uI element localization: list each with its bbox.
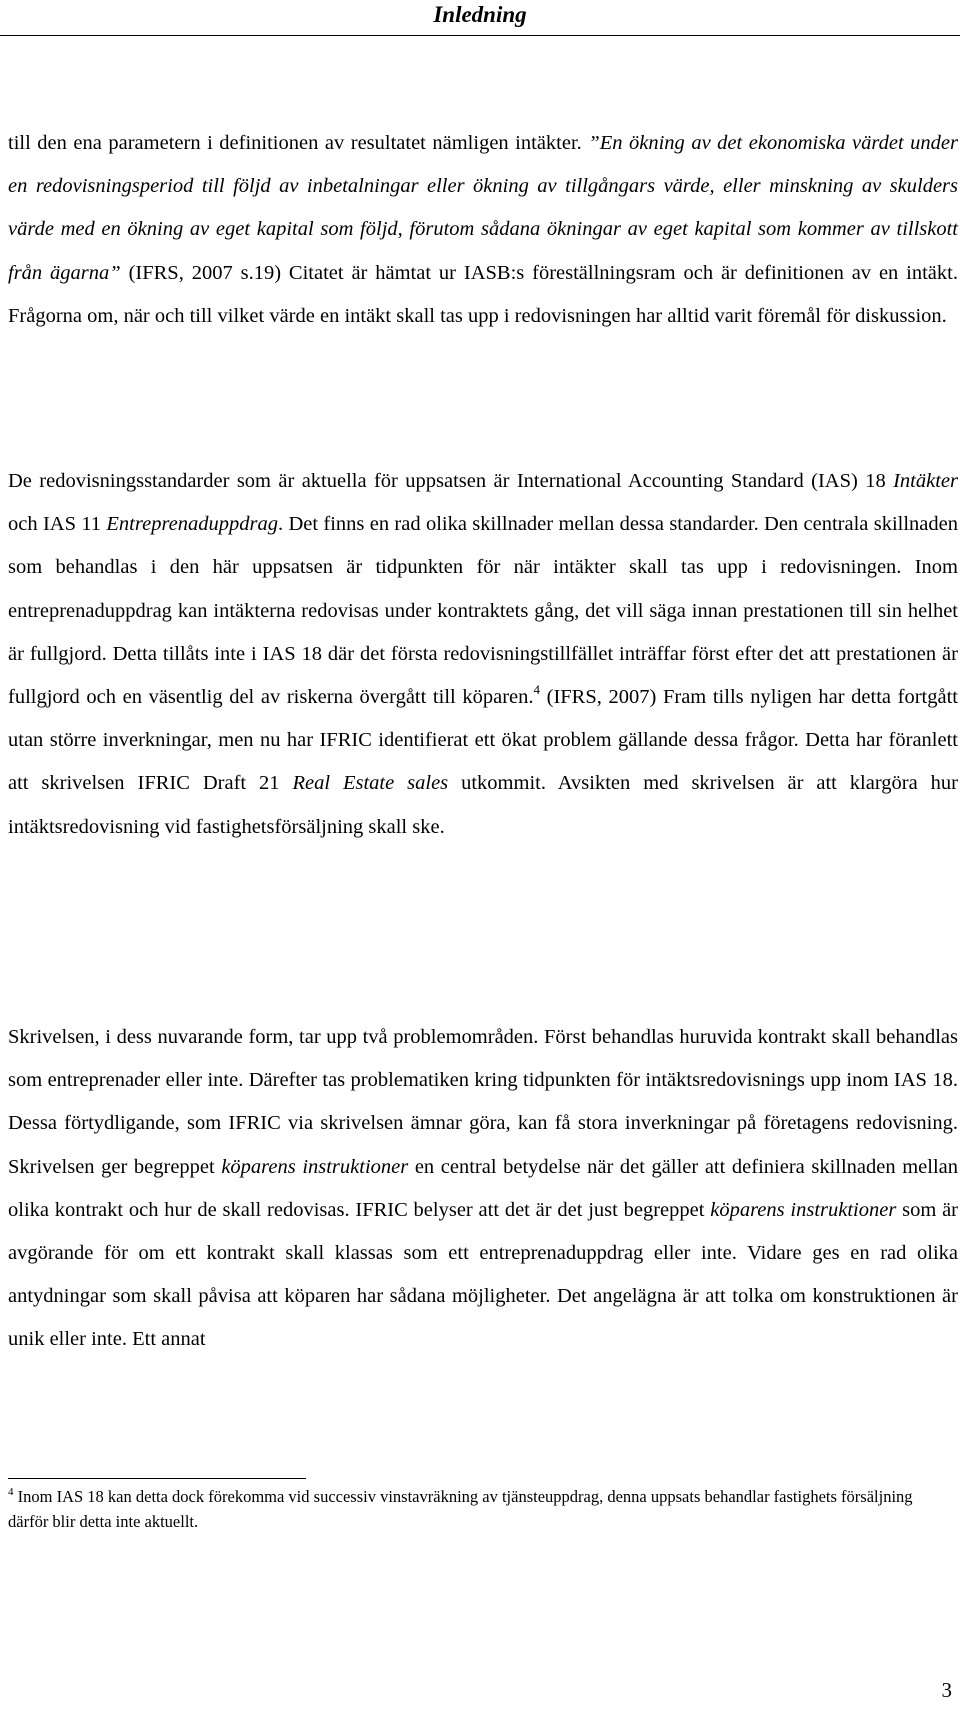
p3-text-1: Skrivelsen, i dess nuvarande form, tar upp två problemområden. Först behandlas huruvida kontrakt skall behandlas som entreprenader eller inte. Därefter tas problematiken kring tidpunkten för intäktsredovisnings upp inom IAS 18. Dessa förtydligande, som IFRIC via skrivelsen ämnar göra, kan få stora inverkningar på företagens redovisning. Skrivelsen ger begreppet [8, 1026, 958, 1178]
running-header [0, 0, 960, 34]
term-real-estate-sales: Real Estate sales [292, 772, 449, 795]
footnote-divider [8, 1478, 306, 1479]
p2-text-5: utkommit. Avsikten med skrivelsen är att klargöra hur intäktsredovisning vid fastighetsförsäljning skall ske. [8, 772, 959, 838]
p3-text-2: en central betydelse när det gäller att definiera skillnaden mellan olika kontrakt och hur de skall redovisas. IFRIC belyser att det är det just begreppet [8, 1155, 958, 1221]
p1-text-end: (IFRS, 2007 s.19) Citatet är hämtat ur IASB:s föreställningsram och är definitionen av en intäkt. Frågorna om, när och till vilket värde en intäkt skall tas upp i redovisningen har alltid varit föremål för diskussion. [8, 261, 958, 327]
paragraph-3 [8, 1016, 958, 1362]
term-koparens-instruktioner-2: köparens instruktioner [710, 1198, 897, 1221]
paragraph-2 [8, 460, 958, 849]
p3-text-3: som är avgörande för om ett kontrakt skall klassas som ett entreprenaduppdrag eller inte. Vidare ges en rad olika antydningar som skall påvisa att köparen har sådana möjligheter. Det angelägna är att tolka om konstruktionen är unik eller inte. Ett annat [8, 1198, 959, 1351]
p2-text-4: (IFRS, 2007) Fram tills nyligen har detta fortgått utan större inverkningar, men nu har IFRIC identifierat ett ökat problem gällande dessa frågor. Detta har föranlett att skrivelsen IFRIC Draft 21 [8, 686, 958, 795]
header-divider [0, 35, 960, 36]
header-title: Inledning [433, 2, 527, 27]
ifrs-quote: ”En ökning av det ekonomiska värdet under en redovisningsperiod till följd av inbetalningar eller ökning av tillgångars värde, eller minskning av skulders värde med en ökning av eget kapital som följd, förutom sådana ökningar av eget kapital som kommer av tillskott från ägarna” [8, 132, 958, 284]
p2-text-1: De redovisningsstandarder som är aktuella för uppsatsen är International Accounting Standard (IAS) 18 [8, 470, 894, 492]
footnote [8, 1484, 953, 1534]
p2-text-3: . Det finns en rad olika skillnader mellan dessa standarder. Den centrala skillnaden som behandlas i den här uppsatsen är tidpunkten för när intäkter skall tas upp i redovisningen. Inom entreprenaduppdrag kan intäkterna redovisas under kontraktets gång, det vill säga innan prestationen till sin helhet är fullgjord. Detta tillåts inte i IAS 18 där det första redovisningstillfället inträffar först efter det att prestationen är fullgjord och en väsentlig del av riskerna övergått till köparen. [8, 513, 958, 709]
p1-text-start: till den ena parametern i definitionen av resultatet nämligen intäkter. [8, 132, 589, 154]
footnote-reference[interactable]: 4 [533, 682, 540, 698]
footnote-number: 4 [8, 1486, 14, 1498]
term-entreprenaduppdrag: Entreprenaduppdrag [106, 513, 278, 536]
p2-text-2: och IAS 11 [8, 513, 107, 536]
page-number: 3 [941, 1678, 952, 1702]
term-koparens-instruktioner-1: köparens instruktioner [221, 1155, 409, 1178]
term-intakter: Intäkter [893, 470, 958, 492]
paragraph-1 [8, 122, 958, 338]
footnote-text: Inom IAS 18 kan detta dock förekomma vid successiv vinstavräkning av tjänsteuppdrag, denna uppsats behandlar fastighets försäljning därför blir detta inte aktuellt. [8, 1487, 913, 1531]
